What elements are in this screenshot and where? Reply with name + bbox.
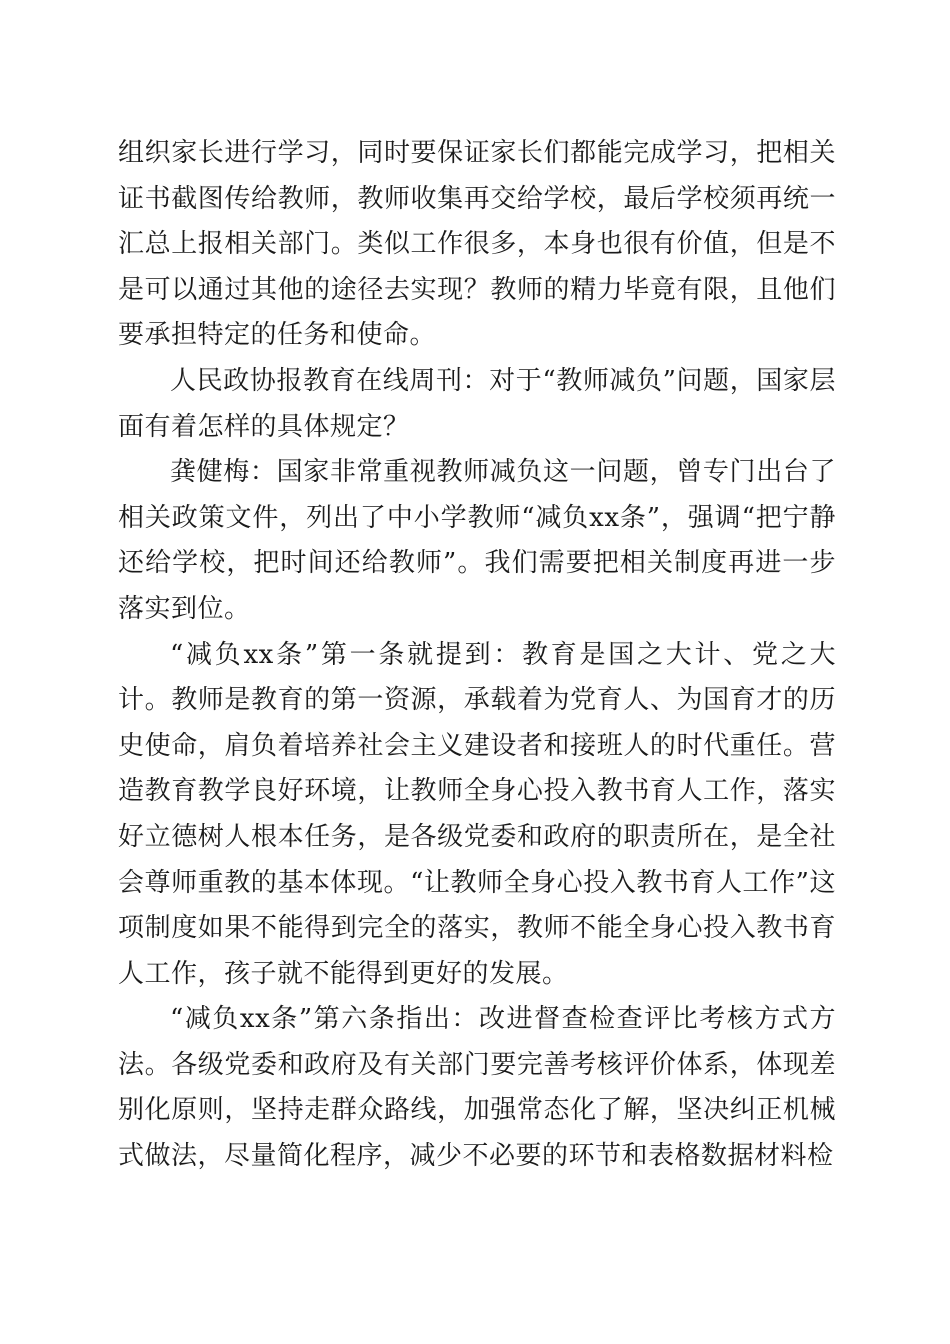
document-body <box>118 131 836 1180</box>
paragraph: “减负xx条”第六条指出：改进督查检查评比考核方式方法。各级党委和政府及有关部门要完善考核评价体系，体现差别化原则，坚持走群众路线，加强常态化了解，坚决纠正机械式做法，尽量简化程序，减少不必要的环节和表格数据材料检 <box>118 1004 836 1172</box>
paragraph: 人民政协报教育在线周刊：对于“教师减负”问题，国家层面有着怎样的具体规定？ <box>118 365 836 442</box>
paragraph: 组织家长进行学习，同时要保证家长们都能完成学习，把相关证书截图传给教师，教师收集再交给学校，最后学校须再统一汇总上报相关部门。类似工作很多，本身也很有价值，但是不是可以通过其他的途径去实现？教师的精力毕竟有限，且他们要承担特定的任务和使命。 <box>118 138 836 351</box>
paragraph: “减负xx条”第一条就提到：教育是国之大计、党之大计。教师是教育的第一资源，承载着为党育人、为国育才的历史使命，肩负着培养社会主义建设者和接班人的时代重任。营造教育教学良好环境，让教师全身心投入教书育人工作，落实好立德树人根本任务，是各级党委和政府的职责所在，是全社会尊师重教的基本体现。“让教师全身心投入教书育人工作”这项制度如果不能得到完全的落实，教师不能全身心投入教书育人工作，孩子就不能得到更好的发展。 <box>118 639 836 989</box>
paragraph: 龚健梅：国家非常重视教师减负这一问题，曾专门出台了相关政策文件，列出了中小学教师“减负xx条”，强调“把宁静还给学校，把时间还给教师”。我们需要把相关制度再进一步落实到位。 <box>118 457 836 624</box>
